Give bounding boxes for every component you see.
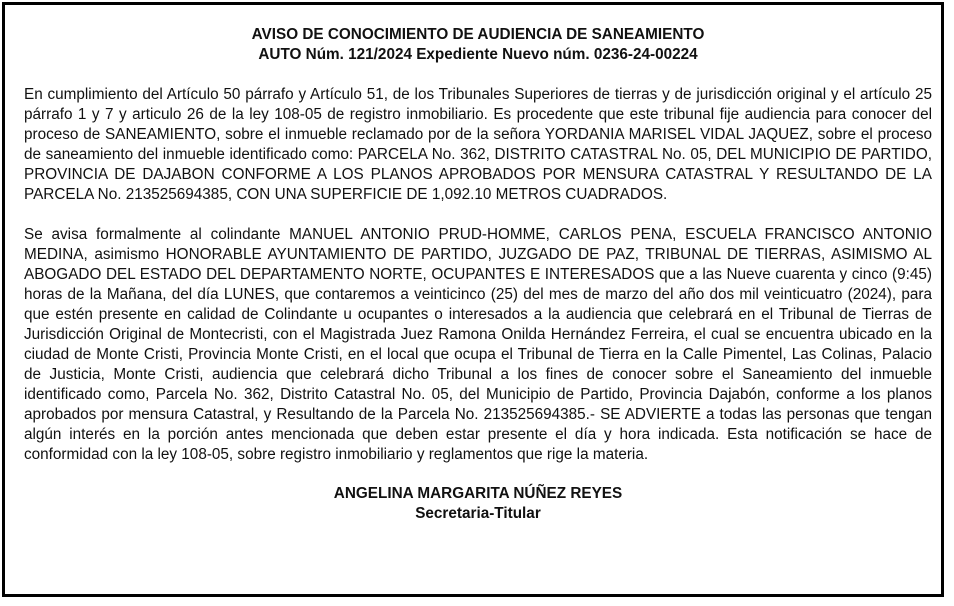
signatory-title: Secretaria-Titular bbox=[415, 505, 541, 522]
signature-block bbox=[24, 484, 932, 524]
notice-title: AVISO DE CONOCIMIENTO DE AUDIENCIA DE SANEAMIENTO bbox=[251, 26, 705, 43]
legal-notice-frame bbox=[2, 2, 944, 597]
notice-heading bbox=[24, 25, 932, 65]
signatory-name: ANGELINA MARGARITA NÚÑEZ REYES bbox=[333, 485, 623, 502]
notice-paragraph-1: En cumplimiento del Artículo 50 párrafo y Artículo 51, de los Tribunales Superiores de tierras y de jurisdicción original y el artículo 25 párrafo 1 y 7 y articulo 26 de la ley 108-05 de registro inmobiliario. Es procedente que este tribunal fije audiencia para conocer del proceso de SANEAMIENTO, sobre el inmueble reclamado por de la señora YORDANIA MARISEL VIDAL JAQUEZ, sobre el proceso de saneamiento del inmueble identificado como: PARCELA No. 362, DISTRITO CATASTRAL No. 05, DEL MUNICIPIO DE PARTIDO, PROVINCIA DE DAJABON CONFORME A LOS PLANOS APROBADOS POR MENSURA CATASTRAL Y RESULTANDO DE LA PARCELA No. 213525694385, CON UNA SUPERFICIE DE 1,092.10 METROS CUADRADOS. bbox=[24, 86, 932, 203]
notice-subtitle: AUTO Núm. 121/2024 Expediente Nuevo núm. 0236-24-00224 bbox=[258, 46, 698, 63]
legal-notice-content bbox=[24, 25, 932, 524]
notice-paragraph-2: Se avisa formalmente al colindante MANUEL ANTONIO PRUD-HOMME, CARLOS PENA, ESCUELA FRANCISCO ANTONIO MEDINA, asimismo HONORABLE AYUNTAMIENTO DE PARTIDO, JUZGADO DE PAZ, TRIBUNAL DE TIERRAS, ASIMISMO AL ABOGADO DEL ESTADO DEL DEPARTAMENTO NORTE, OCUPANTES E INTERESADOS que a las Nueve cuarenta y cinco (9:45) horas de la Mañana, del día LUNES, que contaremos a veinticinco (25) del mes de marzo del año dos mil veinticuatro (2024), para que estén presente en calidad de Colindante u ocupantes o interesados a la audiencia que celebrará en el Tribunal de Tierras de Jurisdicción Original de Montecristi, con el Magistrada Juez Ramona Onilda Hernández Ferreira, el cual se encuentra ubicado en la ciudad de Monte Cristi, Provincia Monte Cristi, en el local que ocupa el Tribunal de Tierra en la Calle Pimentel, Las Colinas, Palacio de Justicia, Monte Cristi, audiencia que celebrará dicho Tribunal a los fines de conocer sobre el Saneamiento del inmueble identificado como, Parcela No. 362, Distrito Catastral No. 05, del Municipio de Partido, Provincia Dajabón, conforme a los planos aprobados por mensura Catastral, y Resultando de la Parcela No. 213525694385.- SE ADVIERTE a todas las personas que tengan algún interés en la porción antes mencionada que deben estar presente el día y hora indicada. Esta notificación se hace de conformidad con la ley 108-05, sobre registro inmobiliario y reglamentos que rige la materia. bbox=[24, 226, 932, 463]
